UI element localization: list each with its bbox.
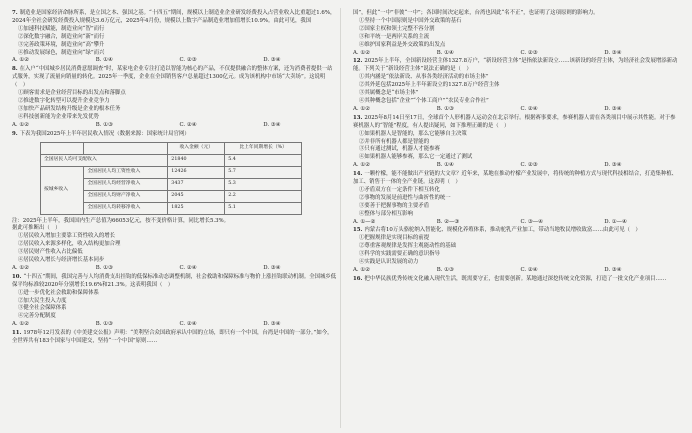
answer-options <box>12 57 337 65</box>
answer-options <box>12 265 337 273</box>
answer-options <box>353 106 678 114</box>
table-row-group-label: 按城乡收入 <box>41 166 84 214</box>
choice-item: ①如果机器人是智能的，那么它能够自主决策 <box>359 130 467 137</box>
choice-item: ②国家主权和领土完整不容分割 <box>359 25 435 32</box>
option-c: C. ②④ <box>179 264 197 271</box>
choice-item: ①居民收入增加主要靠工资性收入的增长 <box>18 233 116 240</box>
option-c: C. ②③ <box>179 57 197 64</box>
question-10 <box>12 274 337 329</box>
option-c: C. ②③ <box>520 162 538 169</box>
table-header-cell <box>84 142 168 154</box>
option-d: D. ③④ <box>604 162 622 169</box>
question-number: 10. <box>12 273 22 280</box>
question-13 <box>353 115 678 170</box>
income-table <box>40 142 302 215</box>
choice-item: ②加大民生投入力度 <box>18 297 67 304</box>
choice-item: ①其内涵是“依法新设、从事各类经济活动的市场主体” <box>359 74 489 81</box>
option-d: D. ③④ <box>604 105 622 112</box>
question-number: 15. <box>353 227 363 234</box>
answer-options <box>12 321 337 329</box>
choice-item: ④其种概念包括“企业”“个体工商户”“农民专业合作社” <box>359 97 489 104</box>
question-number: 11. <box>12 330 22 337</box>
table-cell: 2.2 <box>225 190 302 202</box>
question-text: 制造业是国家经济命脉所系，是立国之本、强国之基。“十四五”期间，规模以上制造业企业研发经费投入占营业收入比重超过1.6%，2024年全社会研发经费投入规模达3.6万亿元，2025年4月份，规模以上数字产品制造业增加值增长10.9%。由此可见，我国 <box>12 10 336 24</box>
option-a: A. ①② <box>353 267 370 273</box>
table-header-cell: 比上年同期增长（%） <box>225 142 302 154</box>
right-column <box>353 10 678 285</box>
question-text: 下表为我国2025年上半年居民收入情况（数据来源：国家统计局官网） <box>19 130 190 137</box>
table-cell: 5.3 <box>225 178 302 190</box>
question-text: 国”，但此“一中”非彼“一中”；各国时间决定起来，台湾也因此“名不正”，也证明了这项原则的影响力。 <box>353 10 599 16</box>
question-11 <box>12 330 337 346</box>
option-d: D. ③④ <box>263 321 281 328</box>
table-header-row <box>41 142 302 154</box>
table-cell: 5.4 <box>225 154 302 166</box>
question-text: 在入户“中国城乡居民消费意愿调查”时，某家电企业专注打造以智能为核心的产品，不仅提供融合的整体方案，还为消费者提供一站式服务，实现了流量向销量的转化。2025年一季度，企业在全国销售客户总量超过1300亿元。成为该机构中市场“大卖场”。这说明（ ） <box>12 66 333 89</box>
option-b: B. ①③ <box>95 321 113 328</box>
option-d: D. ③④ <box>263 121 281 128</box>
choice-item: ②居民收入来源多样化，收入结构更加合理 <box>18 241 121 248</box>
question-16 <box>353 276 678 284</box>
option-a: A. ①② <box>12 264 29 271</box>
table-cell: 5.7 <box>225 166 302 178</box>
choice-item: ①矛盾双方在一定条件下相互转化 <box>359 186 440 193</box>
choice-item: ④整体与部分相互影响 <box>359 210 413 217</box>
table-cell: 2045 <box>168 190 225 202</box>
choice-item: ②并非所有机器人都是智能的 <box>359 138 430 145</box>
table-header-cell: 收入金额（元） <box>168 142 225 154</box>
choice-item: ①把握规律是实现目标的前提 <box>359 235 430 242</box>
option-c: C. ②④ <box>179 321 197 328</box>
choice-item: ①加速科技赋能，制造业向“智”而行 <box>18 25 105 32</box>
option-a: A. ①—② <box>353 218 376 225</box>
table-cell: 1825 <box>168 202 225 214</box>
choice-item: ③只有通过测试，机器人才能参赛 <box>359 146 440 153</box>
choice-item: ③完善政策环境，制造业向“高”攀升 <box>18 41 105 48</box>
answer-options <box>353 162 678 170</box>
table-cell: 12426 <box>168 166 225 178</box>
choice-item: ④完善分配制度 <box>18 313 56 320</box>
choice-item: ②尊重客观规律是发挥主观能动性的基础 <box>359 243 457 250</box>
question-prompt: 据此可推断出（ ） <box>12 225 61 232</box>
question-12 <box>353 58 678 113</box>
choice-item: ③其属概念是“市场主体” <box>359 90 419 97</box>
option-c: C. ③—④ <box>520 218 543 225</box>
question-number: 12. <box>353 58 363 65</box>
question-text: 2025年8月14日至17日，全球首个人形机器人运动会在北京举行。根据赛事要求，参赛机器人需在各类项目中展示其性能。对于参赛机器人的“智能”程度，有人提出疑问，如下推理正确的是（ ） <box>353 114 676 129</box>
option-c: C. ②④ <box>179 121 197 128</box>
choice-item: ②推进数字化转型可以提升企业竞争力 <box>18 97 110 104</box>
option-d: D. ③④ <box>263 264 281 271</box>
question-text: 1978年12月发表的《中美建交公报》声明：“美利坚合众国政府承认中国的立场，即只有一个中国，台湾是中国的一部分。”如今，全世界共有183个国家与中国建交，坚持“一个中国”原则…… <box>12 330 333 345</box>
question-7 <box>12 10 337 65</box>
question-8 <box>12 66 337 129</box>
option-a: A. ①② <box>12 57 29 64</box>
option-d: D. ①—④ <box>604 218 627 225</box>
option-b: B. ①③ <box>436 267 454 273</box>
question-number: 13. <box>353 114 363 121</box>
choice-item: ①进一步优化社会救助和保障体系 <box>18 289 99 296</box>
table-cell: 5.1 <box>225 202 302 214</box>
table-cell: 全国居民人均财产净收入 <box>84 190 168 202</box>
choice-item: ①顾客需求是企业经营目标的出发点和落脚点 <box>18 90 126 97</box>
choice-item: ③加快产品研发结构升级是企业的根本任务 <box>18 105 121 112</box>
option-b: B. ①③ <box>95 264 113 271</box>
option-c: C. ②④ <box>520 105 538 112</box>
answer-options <box>12 122 337 130</box>
option-b: B. ①③ <box>95 121 113 128</box>
option-b: B. ②—③ <box>436 218 460 225</box>
choice-item: ④科技创新能为企业带来先发优势 <box>18 113 99 120</box>
question-text: “十四五”期间，我国完善与人均消费支出挂钩的低保标准动态调整机制，社会救助和保障标准与物价上涨挂钩联动机制。全国城乡低保平均标准较2020年分别增长19.6%和21.3%。这表明我国（ ） <box>12 273 337 288</box>
question-9 <box>12 131 337 273</box>
question-number: 8. <box>12 66 18 73</box>
choice-item: ③和平统一是两岸关系的主流 <box>359 33 430 40</box>
question-14 <box>353 171 678 226</box>
answer-options <box>353 50 678 58</box>
option-b: B. ①④ <box>436 162 454 169</box>
table-cell: 3437 <box>168 178 225 190</box>
option-d: D. ③④ <box>604 267 622 273</box>
option-c: C. ②④ <box>520 267 538 273</box>
option-d: D. ③④ <box>604 49 622 56</box>
table-cell: 全国居民人均可支配收入 <box>41 154 168 166</box>
question-number: 14. <box>353 171 363 178</box>
choice-item: ④维护国家利益是外交政策的出发点 <box>359 41 446 48</box>
column-divider <box>340 8 341 428</box>
choice-item: ③科学的实践需要正确的意识指导 <box>359 251 440 258</box>
choice-item: ②其外延包括2025年上半年新设立的1327.8万户经营主体 <box>359 82 500 89</box>
left-column <box>12 10 337 347</box>
option-d: D. ③④ <box>263 57 281 64</box>
option-b: B. ①④ <box>436 49 454 56</box>
table-cell: 全国居民人均工资性收入 <box>84 166 168 178</box>
table-row <box>41 154 302 166</box>
answer-options <box>353 267 678 275</box>
option-b: B. ①③ <box>436 105 454 112</box>
option-a: A. ①② <box>12 321 29 328</box>
choice-item: ①坚持一个中国原则是中国外交政策的基石 <box>359 17 462 24</box>
choice-item: ③居民财产性收入占比偏低 <box>18 249 83 256</box>
answer-options <box>353 219 678 227</box>
choice-item: ④居民收入增长与经济增长基本同步 <box>18 257 105 264</box>
question-text: 内蒙古将10万头骆驼纳入智能化、规模化养殖体系，推动驼乳产业加工，带动当地牧民增收致富……由此可见（ ） <box>364 227 641 234</box>
question-text: 一颗柠檬，能不能做出产业链的大文章？近年来，某地在推动柠檬产业发展中，将传统的种植方式与现代科技相结合，打造集种植、加工、销售于一体的全产业链。这表明（ ） <box>353 171 678 186</box>
question-11-continued <box>353 10 678 57</box>
table-cell: 全国居民人均经营净收入 <box>84 178 168 190</box>
option-a: A. ①② <box>353 49 370 56</box>
choice-item: ④推动发展绿色，制造业向“绿”而兴 <box>18 49 105 56</box>
table-row <box>41 166 302 178</box>
choice-item: ③要善于把握事物的主要矛盾 <box>359 202 430 209</box>
table-cell: 全国居民人均转移净收入 <box>84 202 168 214</box>
choice-item: ④实践是认识发展的动力 <box>359 259 419 266</box>
option-a: A. ①② <box>353 162 370 169</box>
question-number: 16. <box>353 275 363 282</box>
choice-item: ④如果机器人能够参赛，那么它一定通过了测试 <box>359 154 473 161</box>
option-c: C. ②③ <box>520 49 538 56</box>
option-a: A. ①② <box>353 105 370 112</box>
question-number: 7. <box>12 10 18 16</box>
option-a: A. ①② <box>12 121 29 128</box>
table-cell: 21840 <box>168 154 225 166</box>
question-15 <box>353 227 678 274</box>
question-text: 把中华民族优秀传统文化融入现代生活，既需要守正，也需要创新。某地通过深挖传统文化资源，打造了一批文化产业项目…… <box>364 275 667 282</box>
table-note: 注：2025年上半年，我国国内生产总值为66053亿元，按不变价格计算，同比增长5.3%。 <box>12 217 230 224</box>
table-header-cell <box>41 142 84 154</box>
option-b: B. ①④ <box>95 57 113 64</box>
choice-item: ③健全社会保障体系 <box>18 305 67 312</box>
choice-item: ②事物的发展是前进性与曲折性的统一 <box>359 194 451 201</box>
question-number: 9. <box>12 130 18 137</box>
question-text: 2025年上半年，全国新设经营主体1327.8万户，“新设经营主体”是指依法新设立……该新设的经营主体，为经济社会发展增添新动能。下列关于“新设经营主体”说法正确的是（ ） <box>353 58 678 73</box>
choice-item: ②深化数字融合，制造业向“新”而行 <box>18 33 105 40</box>
